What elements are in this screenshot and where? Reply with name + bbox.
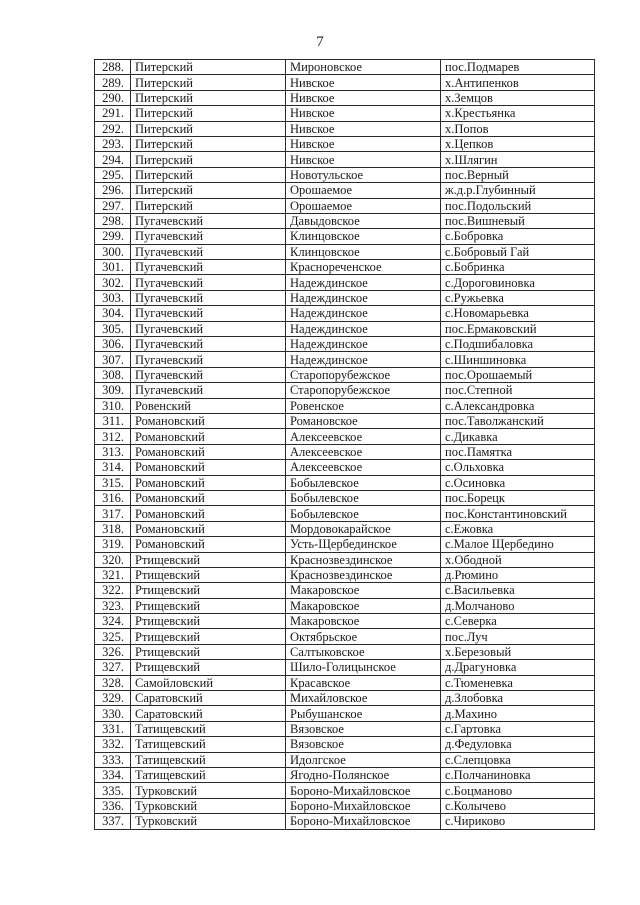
municipality-name: Алексеевское — [286, 460, 441, 475]
settlement-name: с.Новомарьевка — [441, 306, 595, 321]
settlement-name: д.Рюмино — [441, 567, 595, 582]
district-name: Ртищевский — [131, 583, 286, 598]
table-row — [95, 475, 595, 490]
table-row — [95, 275, 595, 290]
settlement-name: пос.Степной — [441, 383, 595, 398]
settlement-name: с.Бобровка — [441, 229, 595, 244]
settlement-name: с.Ружьевка — [441, 290, 595, 305]
municipality-name: Бороно-Михайловское — [286, 814, 441, 829]
settlement-name: х.Шлягин — [441, 152, 595, 167]
row-number: 318. — [95, 521, 131, 536]
district-name: Пугачевский — [131, 290, 286, 305]
table-row — [95, 413, 595, 428]
municipality-name: Бороно-Михайловское — [286, 798, 441, 813]
row-number: 288. — [95, 60, 131, 75]
district-name: Турковский — [131, 798, 286, 813]
table-row — [95, 583, 595, 598]
table-row — [95, 490, 595, 505]
municipality-name: Нивское — [286, 121, 441, 136]
district-name: Романовский — [131, 506, 286, 521]
municipality-name: Макаровское — [286, 614, 441, 629]
municipality-name: Нивское — [286, 75, 441, 90]
municipality-name: Нивское — [286, 90, 441, 105]
municipality-name: Новотульское — [286, 167, 441, 182]
row-number: 317. — [95, 506, 131, 521]
district-name: Ртищевский — [131, 629, 286, 644]
settlement-name: пос.Подмарев — [441, 60, 595, 75]
row-number: 298. — [95, 213, 131, 228]
table-row — [95, 106, 595, 121]
district-name: Питерский — [131, 90, 286, 105]
table-row — [95, 229, 595, 244]
row-number: 309. — [95, 383, 131, 398]
municipality-name: Салтыковское — [286, 644, 441, 659]
district-name: Питерский — [131, 60, 286, 75]
municipality-name: Мордовокарайское — [286, 521, 441, 536]
settlements-table-body — [95, 60, 595, 830]
table-row — [95, 691, 595, 706]
settlement-name: с.Шиншиновка — [441, 352, 595, 367]
row-number: 308. — [95, 367, 131, 382]
table-row — [95, 660, 595, 675]
table-row — [95, 644, 595, 659]
row-number: 310. — [95, 398, 131, 413]
settlement-name: с.Ольховка — [441, 460, 595, 475]
table-row — [95, 460, 595, 475]
district-name: Питерский — [131, 198, 286, 213]
row-number: 297. — [95, 198, 131, 213]
district-name: Татищевский — [131, 752, 286, 767]
municipality-name: Надеждинское — [286, 275, 441, 290]
settlement-name: пос.Вишневый — [441, 213, 595, 228]
table-row — [95, 167, 595, 182]
settlement-name: х.Березовый — [441, 644, 595, 659]
table-row — [95, 798, 595, 813]
settlement-name: д.Махино — [441, 706, 595, 721]
district-name: Турковский — [131, 783, 286, 798]
district-name: Питерский — [131, 136, 286, 151]
table-row — [95, 60, 595, 75]
municipality-name: Макаровское — [286, 583, 441, 598]
table-row — [95, 121, 595, 136]
table-row — [95, 814, 595, 829]
table-row — [95, 552, 595, 567]
settlement-name: х.Крестьянка — [441, 106, 595, 121]
municipality-name: Старопорубежское — [286, 367, 441, 382]
row-number: 324. — [95, 614, 131, 629]
municipality-name: Ягодно-Полянское — [286, 767, 441, 782]
settlement-name: х.Ободной — [441, 552, 595, 567]
municipality-name: Давыдовское — [286, 213, 441, 228]
row-number: 326. — [95, 644, 131, 659]
municipality-name: Алексеевское — [286, 444, 441, 459]
settlement-name: пос.Таволжанский — [441, 413, 595, 428]
municipality-name: Орошаемое — [286, 198, 441, 213]
table-row — [95, 198, 595, 213]
settlement-name: пос.Борецк — [441, 490, 595, 505]
district-name: Питерский — [131, 167, 286, 182]
table-row — [95, 521, 595, 536]
district-name: Питерский — [131, 106, 286, 121]
settlement-name: с.Осиновка — [441, 475, 595, 490]
row-number: 306. — [95, 337, 131, 352]
settlement-name: с.Васильевка — [441, 583, 595, 598]
row-number: 332. — [95, 737, 131, 752]
table-row — [95, 152, 595, 167]
settlement-name: с.Бобровый Гай — [441, 244, 595, 259]
table-row — [95, 429, 595, 444]
settlement-name: х.Антипенков — [441, 75, 595, 90]
table-row — [95, 752, 595, 767]
row-number: 312. — [95, 429, 131, 444]
row-number: 292. — [95, 121, 131, 136]
municipality-name: Красавское — [286, 675, 441, 690]
table-row — [95, 244, 595, 259]
row-number: 295. — [95, 167, 131, 182]
settlement-name: с.Колычево — [441, 798, 595, 813]
table-row — [95, 614, 595, 629]
municipality-name: Бобылевское — [286, 490, 441, 505]
district-name: Романовский — [131, 490, 286, 505]
settlement-name: пос.Орошаемый — [441, 367, 595, 382]
row-number: 319. — [95, 537, 131, 552]
row-number: 300. — [95, 244, 131, 259]
district-name: Романовский — [131, 521, 286, 536]
municipality-name: Усть-Щербединское — [286, 537, 441, 552]
table-row — [95, 337, 595, 352]
settlement-name: пос.Подольский — [441, 198, 595, 213]
district-name: Пугачевский — [131, 260, 286, 275]
row-number: 323. — [95, 598, 131, 613]
district-name: Пугачевский — [131, 213, 286, 228]
district-name: Ртищевский — [131, 567, 286, 582]
district-name: Татищевский — [131, 737, 286, 752]
table-row — [95, 367, 595, 382]
settlement-name: с.Северка — [441, 614, 595, 629]
district-name: Ртищевский — [131, 660, 286, 675]
table-row — [95, 383, 595, 398]
settlement-name: с.Малое Щербедино — [441, 537, 595, 552]
settlement-name: д.Федуловка — [441, 737, 595, 752]
municipality-name: Нивское — [286, 136, 441, 151]
municipality-name: Бобылевское — [286, 475, 441, 490]
district-name: Питерский — [131, 183, 286, 198]
settlement-name: пос.Памятка — [441, 444, 595, 459]
district-name: Питерский — [131, 75, 286, 90]
municipality-name: Ровенское — [286, 398, 441, 413]
table-row — [95, 506, 595, 521]
table-row — [95, 675, 595, 690]
district-name: Пугачевский — [131, 383, 286, 398]
municipality-name: Вязовское — [286, 737, 441, 752]
municipality-name: Нивское — [286, 152, 441, 167]
settlement-name: с.Ежовка — [441, 521, 595, 536]
district-name: Романовский — [131, 413, 286, 428]
district-name: Пугачевский — [131, 244, 286, 259]
municipality-name: Романовское — [286, 413, 441, 428]
district-name: Питерский — [131, 152, 286, 167]
row-number: 322. — [95, 583, 131, 598]
municipality-name: Надеждинское — [286, 352, 441, 367]
row-number: 336. — [95, 798, 131, 813]
settlement-name: с.Слепцовка — [441, 752, 595, 767]
table-row — [95, 721, 595, 736]
settlement-name: с.Дороговиновка — [441, 275, 595, 290]
row-number: 335. — [95, 783, 131, 798]
settlement-name: пос.Верный — [441, 167, 595, 182]
municipality-name: Орошаемое — [286, 183, 441, 198]
settlement-name: с.Полчаниновка — [441, 767, 595, 782]
district-name: Пугачевский — [131, 337, 286, 352]
municipality-name: Бороно-Михайловское — [286, 783, 441, 798]
settlement-name: пос.Луч — [441, 629, 595, 644]
row-number: 291. — [95, 106, 131, 121]
municipality-name: Надеждинское — [286, 290, 441, 305]
municipality-name: Алексеевское — [286, 429, 441, 444]
district-name: Ровенский — [131, 398, 286, 413]
district-name: Ртищевский — [131, 598, 286, 613]
settlement-name: х.Попов — [441, 121, 595, 136]
row-number: 302. — [95, 275, 131, 290]
municipality-name: Вязовское — [286, 721, 441, 736]
table-row — [95, 737, 595, 752]
municipality-name: Надеждинское — [286, 321, 441, 336]
row-number: 311. — [95, 413, 131, 428]
municipality-name: Краснозвездинское — [286, 567, 441, 582]
table-row — [95, 321, 595, 336]
district-name: Самойловский — [131, 675, 286, 690]
district-name: Саратовский — [131, 706, 286, 721]
row-number: 294. — [95, 152, 131, 167]
table-row — [95, 629, 595, 644]
district-name: Ртищевский — [131, 552, 286, 567]
row-number: 301. — [95, 260, 131, 275]
table-row — [95, 352, 595, 367]
settlement-name: с.Подшибаловка — [441, 337, 595, 352]
row-number: 337. — [95, 814, 131, 829]
municipality-name: Шило-Голицынское — [286, 660, 441, 675]
row-number: 331. — [95, 721, 131, 736]
district-name: Пугачевский — [131, 229, 286, 244]
district-name: Ртищевский — [131, 614, 286, 629]
row-number: 325. — [95, 629, 131, 644]
district-name: Саратовский — [131, 691, 286, 706]
district-name: Турковский — [131, 814, 286, 829]
table-row — [95, 136, 595, 151]
settlement-name: с.Гартовка — [441, 721, 595, 736]
row-number: 315. — [95, 475, 131, 490]
municipality-name: Идолгское — [286, 752, 441, 767]
table-row — [95, 290, 595, 305]
row-number: 289. — [95, 75, 131, 90]
row-number: 334. — [95, 767, 131, 782]
table-row — [95, 213, 595, 228]
row-number: 314. — [95, 460, 131, 475]
municipality-name: Рыбушанское — [286, 706, 441, 721]
district-name: Романовский — [131, 429, 286, 444]
district-name: Пугачевский — [131, 306, 286, 321]
municipality-name: Краснозвездинское — [286, 552, 441, 567]
table-row — [95, 706, 595, 721]
district-name: Татищевский — [131, 721, 286, 736]
table-row — [95, 90, 595, 105]
municipality-name: Клинцовское — [286, 229, 441, 244]
municipality-name: Краснореченское — [286, 260, 441, 275]
settlement-name: с.Чириково — [441, 814, 595, 829]
settlement-name: х.Цепков — [441, 136, 595, 151]
row-number: 328. — [95, 675, 131, 690]
row-number: 329. — [95, 691, 131, 706]
district-name: Татищевский — [131, 767, 286, 782]
municipality-name: Октябрьское — [286, 629, 441, 644]
district-name: Пугачевский — [131, 352, 286, 367]
district-name: Романовский — [131, 460, 286, 475]
municipality-name: Мироновское — [286, 60, 441, 75]
settlement-name: с.Тюменевка — [441, 675, 595, 690]
table-row — [95, 75, 595, 90]
municipality-name: Старопорубежское — [286, 383, 441, 398]
settlement-name: д.Драгуновка — [441, 660, 595, 675]
settlement-name: д.Злобовка — [441, 691, 595, 706]
district-name: Пугачевский — [131, 367, 286, 382]
district-name: Пугачевский — [131, 321, 286, 336]
row-number: 327. — [95, 660, 131, 675]
table-row — [95, 306, 595, 321]
district-name: Романовский — [131, 444, 286, 459]
district-name: Романовский — [131, 537, 286, 552]
municipality-name: Бобылевское — [286, 506, 441, 521]
district-name: Романовский — [131, 475, 286, 490]
row-number: 303. — [95, 290, 131, 305]
settlement-name: с.Дикавка — [441, 429, 595, 444]
municipality-name: Михайловское — [286, 691, 441, 706]
row-number: 299. — [95, 229, 131, 244]
municipality-name: Макаровское — [286, 598, 441, 613]
table-row — [95, 537, 595, 552]
municipality-name: Нивское — [286, 106, 441, 121]
row-number: 293. — [95, 136, 131, 151]
row-number: 307. — [95, 352, 131, 367]
row-number: 320. — [95, 552, 131, 567]
row-number: 316. — [95, 490, 131, 505]
page-number: 7 — [316, 34, 324, 50]
row-number: 321. — [95, 567, 131, 582]
row-number: 296. — [95, 183, 131, 198]
row-number: 304. — [95, 306, 131, 321]
row-number: 330. — [95, 706, 131, 721]
table-row — [95, 398, 595, 413]
table-row — [95, 444, 595, 459]
municipality-name: Надеждинское — [286, 306, 441, 321]
municipality-name: Клинцовское — [286, 244, 441, 259]
settlement-name: х.Земцов — [441, 90, 595, 105]
row-number: 333. — [95, 752, 131, 767]
district-name: Пугачевский — [131, 275, 286, 290]
settlement-name: с.Александровка — [441, 398, 595, 413]
table-row — [95, 567, 595, 582]
table-row — [95, 260, 595, 275]
settlement-name: ж.д.р.Глубинный — [441, 183, 595, 198]
table-row — [95, 767, 595, 782]
settlement-name: д.Молчаново — [441, 598, 595, 613]
settlement-name: пос.Константиновский — [441, 506, 595, 521]
settlement-name: с.Боцманово — [441, 783, 595, 798]
settlement-name: с.Бобринка — [441, 260, 595, 275]
table-row — [95, 598, 595, 613]
table-row — [95, 783, 595, 798]
row-number: 305. — [95, 321, 131, 336]
settlements-table — [94, 59, 595, 830]
row-number: 313. — [95, 444, 131, 459]
municipality-name: Надеждинское — [286, 337, 441, 352]
settlement-name: пос.Ермаковский — [441, 321, 595, 336]
row-number: 290. — [95, 90, 131, 105]
district-name: Ртищевский — [131, 644, 286, 659]
table-row — [95, 183, 595, 198]
district-name: Питерский — [131, 121, 286, 136]
